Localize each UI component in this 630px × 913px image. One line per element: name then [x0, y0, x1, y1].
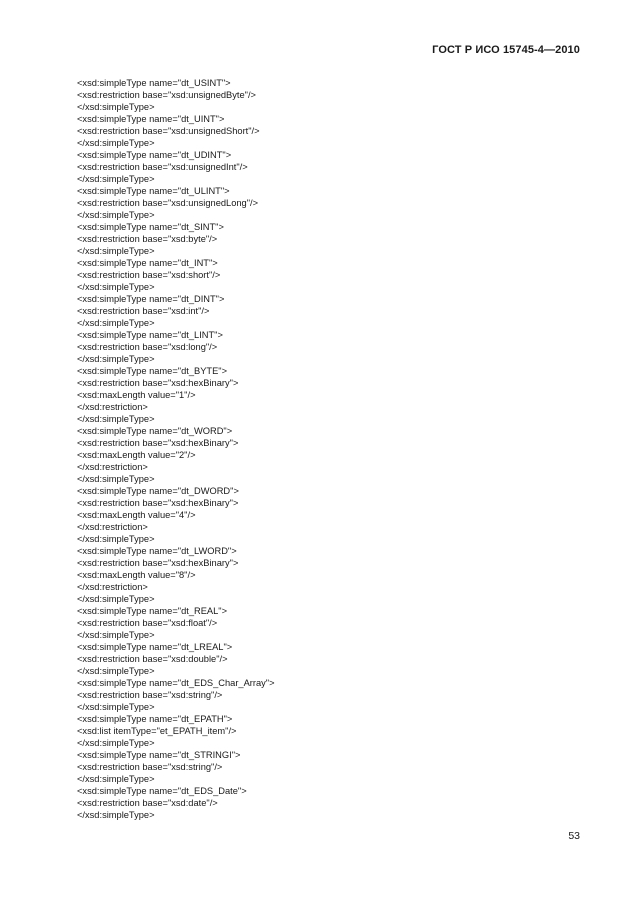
code-line: </xsd:simpleType>: [77, 102, 155, 112]
code-line: </xsd:simpleType>: [77, 138, 155, 148]
code-line: <xsd:simpleType name="dt_STRINGI">: [77, 750, 241, 760]
code-line: <xsd:restriction base="xsd:int"/>: [77, 306, 210, 316]
code-line: <xsd:restriction base="xsd:hexBinary">: [77, 438, 239, 448]
code-line: </xsd:restriction>: [77, 402, 148, 412]
code-line: <xsd:simpleType name="dt_ULINT">: [77, 186, 230, 196]
code-line: <xsd:simpleType name="dt_LINT">: [77, 330, 223, 340]
code-line: </xsd:simpleType>: [77, 174, 155, 184]
code-line: <xsd:restriction base="xsd:date"/>: [77, 798, 218, 808]
code-line: <xsd:simpleType name="dt_WORD">: [77, 426, 233, 436]
code-line: <xsd:restriction base="xsd:unsignedLong"/>: [77, 198, 259, 208]
code-line: <xsd:simpleType name="dt_LREAL">: [77, 642, 233, 652]
code-line: </xsd:simpleType>: [77, 210, 155, 220]
code-line: <xsd:simpleType name="dt_UINT">: [77, 114, 225, 124]
code-line: <xsd:simpleType name="dt_BYTE">: [77, 366, 228, 376]
code-line: <xsd:simpleType name="dt_EDS_Char_Array">: [77, 678, 275, 688]
code-line: <xsd:simpleType name="dt_INT">: [77, 258, 218, 268]
code-line: <xsd:maxLength value="8"/>: [77, 570, 196, 580]
code-line: <xsd:restriction base="xsd:unsignedInt"/>: [77, 162, 248, 172]
code-line: </xsd:simpleType>: [77, 474, 155, 484]
code-line: <xsd:restriction base="xsd:string"/>: [77, 690, 223, 700]
code-line: <xsd:simpleType name="dt_DINT">: [77, 294, 225, 304]
code-line: </xsd:restriction>: [77, 582, 148, 592]
code-line: <xsd:restriction base="xsd:byte"/>: [77, 234, 218, 244]
code-line: <xsd:restriction base="xsd:long"/>: [77, 342, 218, 352]
code-line: </xsd:simpleType>: [77, 702, 155, 712]
code-line: </xsd:simpleType>: [77, 810, 155, 820]
code-line: </xsd:simpleType>: [77, 738, 155, 748]
code-line: </xsd:simpleType>: [77, 318, 155, 328]
code-line: <xsd:simpleType name="dt_DWORD">: [77, 486, 239, 496]
code-line: <xsd:restriction base="xsd:double"/>: [77, 654, 228, 664]
code-line: </xsd:restriction>: [77, 462, 148, 472]
code-line: <xsd:restriction base="xsd:unsignedShort"/>: [77, 126, 260, 136]
xsd-code-listing: [77, 77, 275, 821]
code-line: </xsd:simpleType>: [77, 282, 155, 292]
code-line: </xsd:simpleType>: [77, 630, 155, 640]
code-line: </xsd:simpleType>: [77, 666, 155, 676]
code-line: <xsd:restriction base="xsd:hexBinary">: [77, 498, 239, 508]
code-line: <xsd:simpleType name="dt_REAL">: [77, 606, 228, 616]
code-line: <xsd:simpleType name="dt_EDS_Date">: [77, 786, 247, 796]
code-line: </xsd:simpleType>: [77, 534, 155, 544]
code-line: <xsd:simpleType name="dt_UDINT">: [77, 150, 232, 160]
page-header-standard: ГОСТ Р ИСО 15745-4—2010: [432, 44, 580, 56]
code-line: </xsd:simpleType>: [77, 246, 155, 256]
code-line: </xsd:simpleType>: [77, 594, 155, 604]
code-line: <xsd:simpleType name="dt_SINT">: [77, 222, 224, 232]
code-line: <xsd:restriction base="xsd:unsignedByte"/>: [77, 90, 256, 100]
code-line: <xsd:maxLength value="2"/>: [77, 450, 196, 460]
code-line: </xsd:restriction>: [77, 522, 148, 532]
code-line: <xsd:restriction base="xsd:hexBinary">: [77, 378, 239, 388]
code-line: <xsd:restriction base="xsd:string"/>: [77, 762, 223, 772]
code-line: <xsd:maxLength value="1"/>: [77, 390, 196, 400]
page-number: 53: [568, 830, 580, 842]
code-line: <xsd:simpleType name="dt_LWORD">: [77, 546, 237, 556]
code-line: <xsd:restriction base="xsd:float"/>: [77, 618, 218, 628]
code-line: <xsd:list itemType="et_EPATH_item"/>: [77, 726, 237, 736]
code-line: <xsd:simpleType name="dt_USINT">: [77, 78, 231, 88]
code-line: </xsd:simpleType>: [77, 414, 155, 424]
code-line: </xsd:simpleType>: [77, 774, 155, 784]
code-line: <xsd:maxLength value="4"/>: [77, 510, 196, 520]
code-line: <xsd:simpleType name="dt_EPATH">: [77, 714, 233, 724]
code-line: </xsd:simpleType>: [77, 354, 155, 364]
code-line: <xsd:restriction base="xsd:short"/>: [77, 270, 221, 280]
code-line: <xsd:restriction base="xsd:hexBinary">: [77, 558, 239, 568]
